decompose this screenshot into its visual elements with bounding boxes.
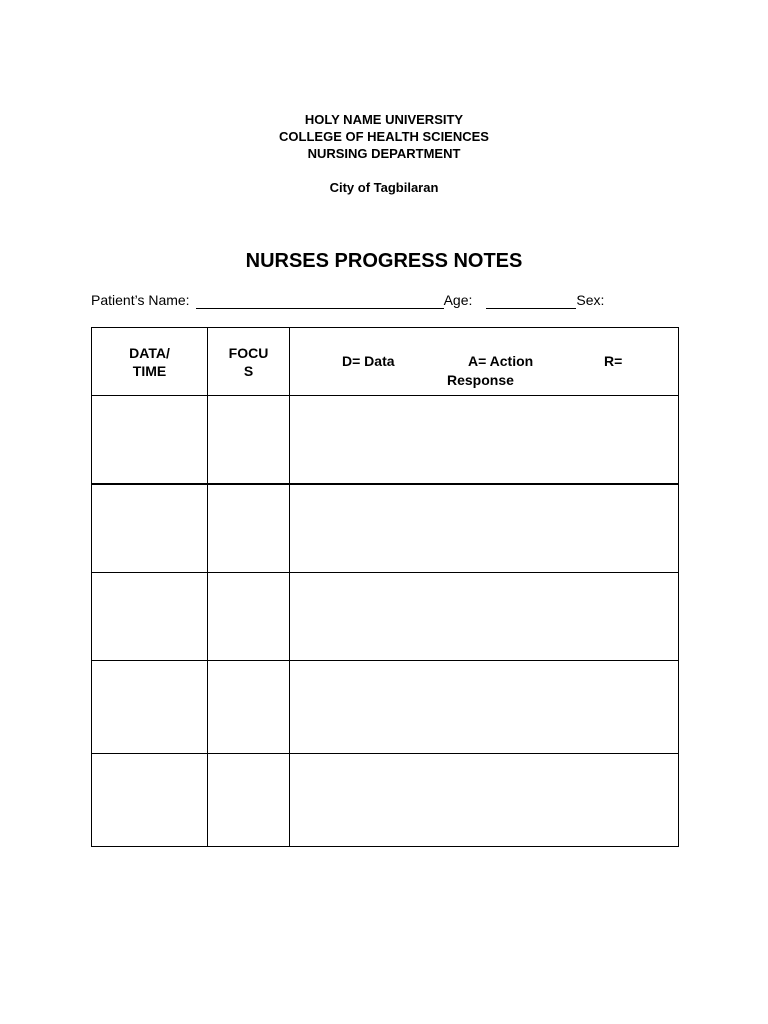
- institution-header: [0, 111, 768, 162]
- header-time-label: TIME: [132, 362, 167, 379]
- patient-name-label: Patient’s Name:: [91, 292, 190, 308]
- cell-data-time[interactable]: [92, 573, 208, 661]
- cell-data-time[interactable]: [92, 484, 208, 573]
- cell-notes[interactable]: [290, 573, 679, 661]
- header-d-data: D= Data: [342, 353, 395, 369]
- header-focus-line2: S: [243, 362, 254, 379]
- table-row: [92, 573, 679, 661]
- city-name: City of Tagbilaran: [329, 180, 439, 195]
- cell-data-time[interactable]: [92, 754, 208, 847]
- age-field[interactable]: [486, 294, 576, 309]
- form-title: NURSES PROGRESS NOTES: [245, 250, 523, 272]
- department-name: NURSING DEPARTMENT: [307, 146, 461, 161]
- progress-notes-table: [91, 327, 679, 847]
- cell-notes[interactable]: [290, 396, 679, 485]
- table-row: [92, 661, 679, 754]
- university-name: HOLY NAME UNIVERSITY: [304, 112, 464, 127]
- cell-notes[interactable]: [290, 484, 679, 573]
- sex-label: Sex:: [576, 292, 605, 308]
- table-row: [92, 754, 679, 847]
- patient-info-line: [91, 291, 691, 309]
- patient-name-field[interactable]: [196, 294, 444, 309]
- header-r-label: R=: [604, 353, 623, 369]
- table-row: [92, 484, 679, 573]
- cell-data-time[interactable]: [92, 396, 208, 485]
- cell-data-time[interactable]: [92, 661, 208, 754]
- table-header-row: [92, 328, 679, 396]
- header-data-label: DATA/: [129, 344, 170, 361]
- header-dar: [290, 328, 679, 396]
- header-focus: [208, 328, 290, 396]
- cell-focus[interactable]: [208, 754, 290, 847]
- age-label: Age:: [443, 292, 473, 308]
- cell-focus[interactable]: [208, 661, 290, 754]
- cell-focus[interactable]: [208, 396, 290, 485]
- header-focus-line1: FOCU: [228, 344, 269, 361]
- cell-focus[interactable]: [208, 573, 290, 661]
- cell-focus[interactable]: [208, 484, 290, 573]
- header-a-action: A= Action: [468, 353, 534, 369]
- table-row: [92, 396, 679, 485]
- header-response-label: Response: [447, 372, 514, 388]
- college-name: COLLEGE OF HEALTH SCIENCES: [279, 129, 489, 144]
- header-data-time: [92, 328, 208, 396]
- cell-notes[interactable]: [290, 754, 679, 847]
- cell-notes[interactable]: [290, 661, 679, 754]
